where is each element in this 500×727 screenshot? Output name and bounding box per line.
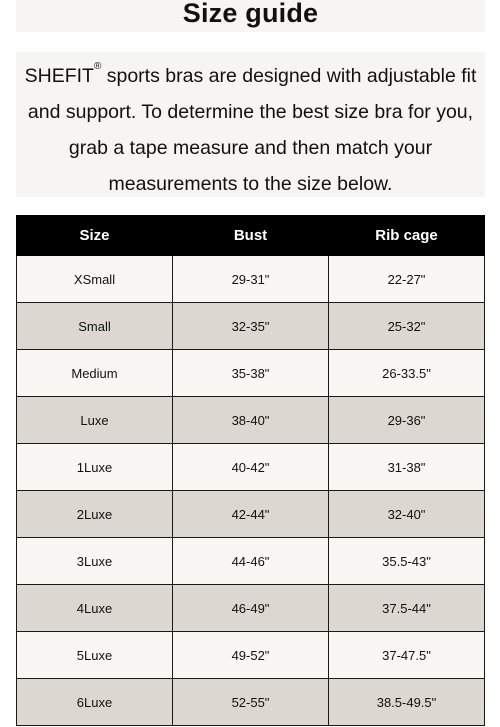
rib-cage-cell: 37.5-44" (329, 585, 485, 632)
page-title: Size guide (182, 0, 319, 28)
intro-body: sports bras are designed with adjustable fit and support. To determine the best size bra for you, grab a tape measure and then match your measurements to the size below. (27, 65, 477, 195)
column-header-bust: Bust (173, 216, 329, 256)
size-cell: 3Luxe (17, 538, 173, 585)
column-header-rib-cage: Rib cage (329, 216, 485, 256)
table-row (17, 632, 485, 679)
bust-cell: 44-46" (173, 538, 329, 585)
table-row (17, 491, 485, 538)
size-cell: Small (17, 303, 173, 350)
bust-cell: 46-49" (173, 585, 329, 632)
bust-cell: 40-42" (173, 444, 329, 491)
trademark-symbol: ® (93, 61, 102, 72)
table-row (17, 679, 485, 726)
brand-name: SHEFIT (24, 65, 94, 87)
size-table-header (17, 216, 485, 256)
intro-panel (16, 52, 485, 197)
size-cell: XSmall (17, 256, 173, 303)
table-row (17, 585, 485, 632)
rib-cage-cell: 31-38" (329, 444, 485, 491)
header-row (17, 216, 485, 256)
rib-cage-cell: 29-36" (329, 397, 485, 444)
size-cell: 5Luxe (17, 632, 173, 679)
table-row (17, 350, 485, 397)
rib-cage-cell: 37-47.5" (329, 632, 485, 679)
rib-cage-cell: 35.5-43" (329, 538, 485, 585)
rib-cage-cell: 25-32" (329, 303, 485, 350)
bust-cell: 49-52" (173, 632, 329, 679)
bust-cell: 29-31" (173, 256, 329, 303)
size-table-body (17, 256, 485, 726)
table-row (17, 538, 485, 585)
rib-cage-cell: 32-40" (329, 491, 485, 538)
title-bar (16, 0, 485, 32)
size-cell: 4Luxe (17, 585, 173, 632)
bust-cell: 35-38" (173, 350, 329, 397)
rib-cage-cell: 26-33.5" (329, 350, 485, 397)
bust-cell: 52-55" (173, 679, 329, 726)
rib-cage-cell: 22-27" (329, 256, 485, 303)
bust-cell: 38-40" (173, 397, 329, 444)
rib-cage-cell: 38.5-49.5" (329, 679, 485, 726)
size-cell: 1Luxe (17, 444, 173, 491)
size-table (16, 215, 485, 726)
column-header-size: Size (17, 216, 173, 256)
table-row (17, 256, 485, 303)
table-row (17, 444, 485, 491)
table-row (17, 303, 485, 350)
intro-text (24, 58, 477, 202)
size-cell: Luxe (17, 397, 173, 444)
table-row (17, 397, 485, 444)
size-cell: Medium (17, 350, 173, 397)
bust-cell: 32-35" (173, 303, 329, 350)
size-cell: 6Luxe (17, 679, 173, 726)
bust-cell: 42-44" (173, 491, 329, 538)
size-cell: 2Luxe (17, 491, 173, 538)
